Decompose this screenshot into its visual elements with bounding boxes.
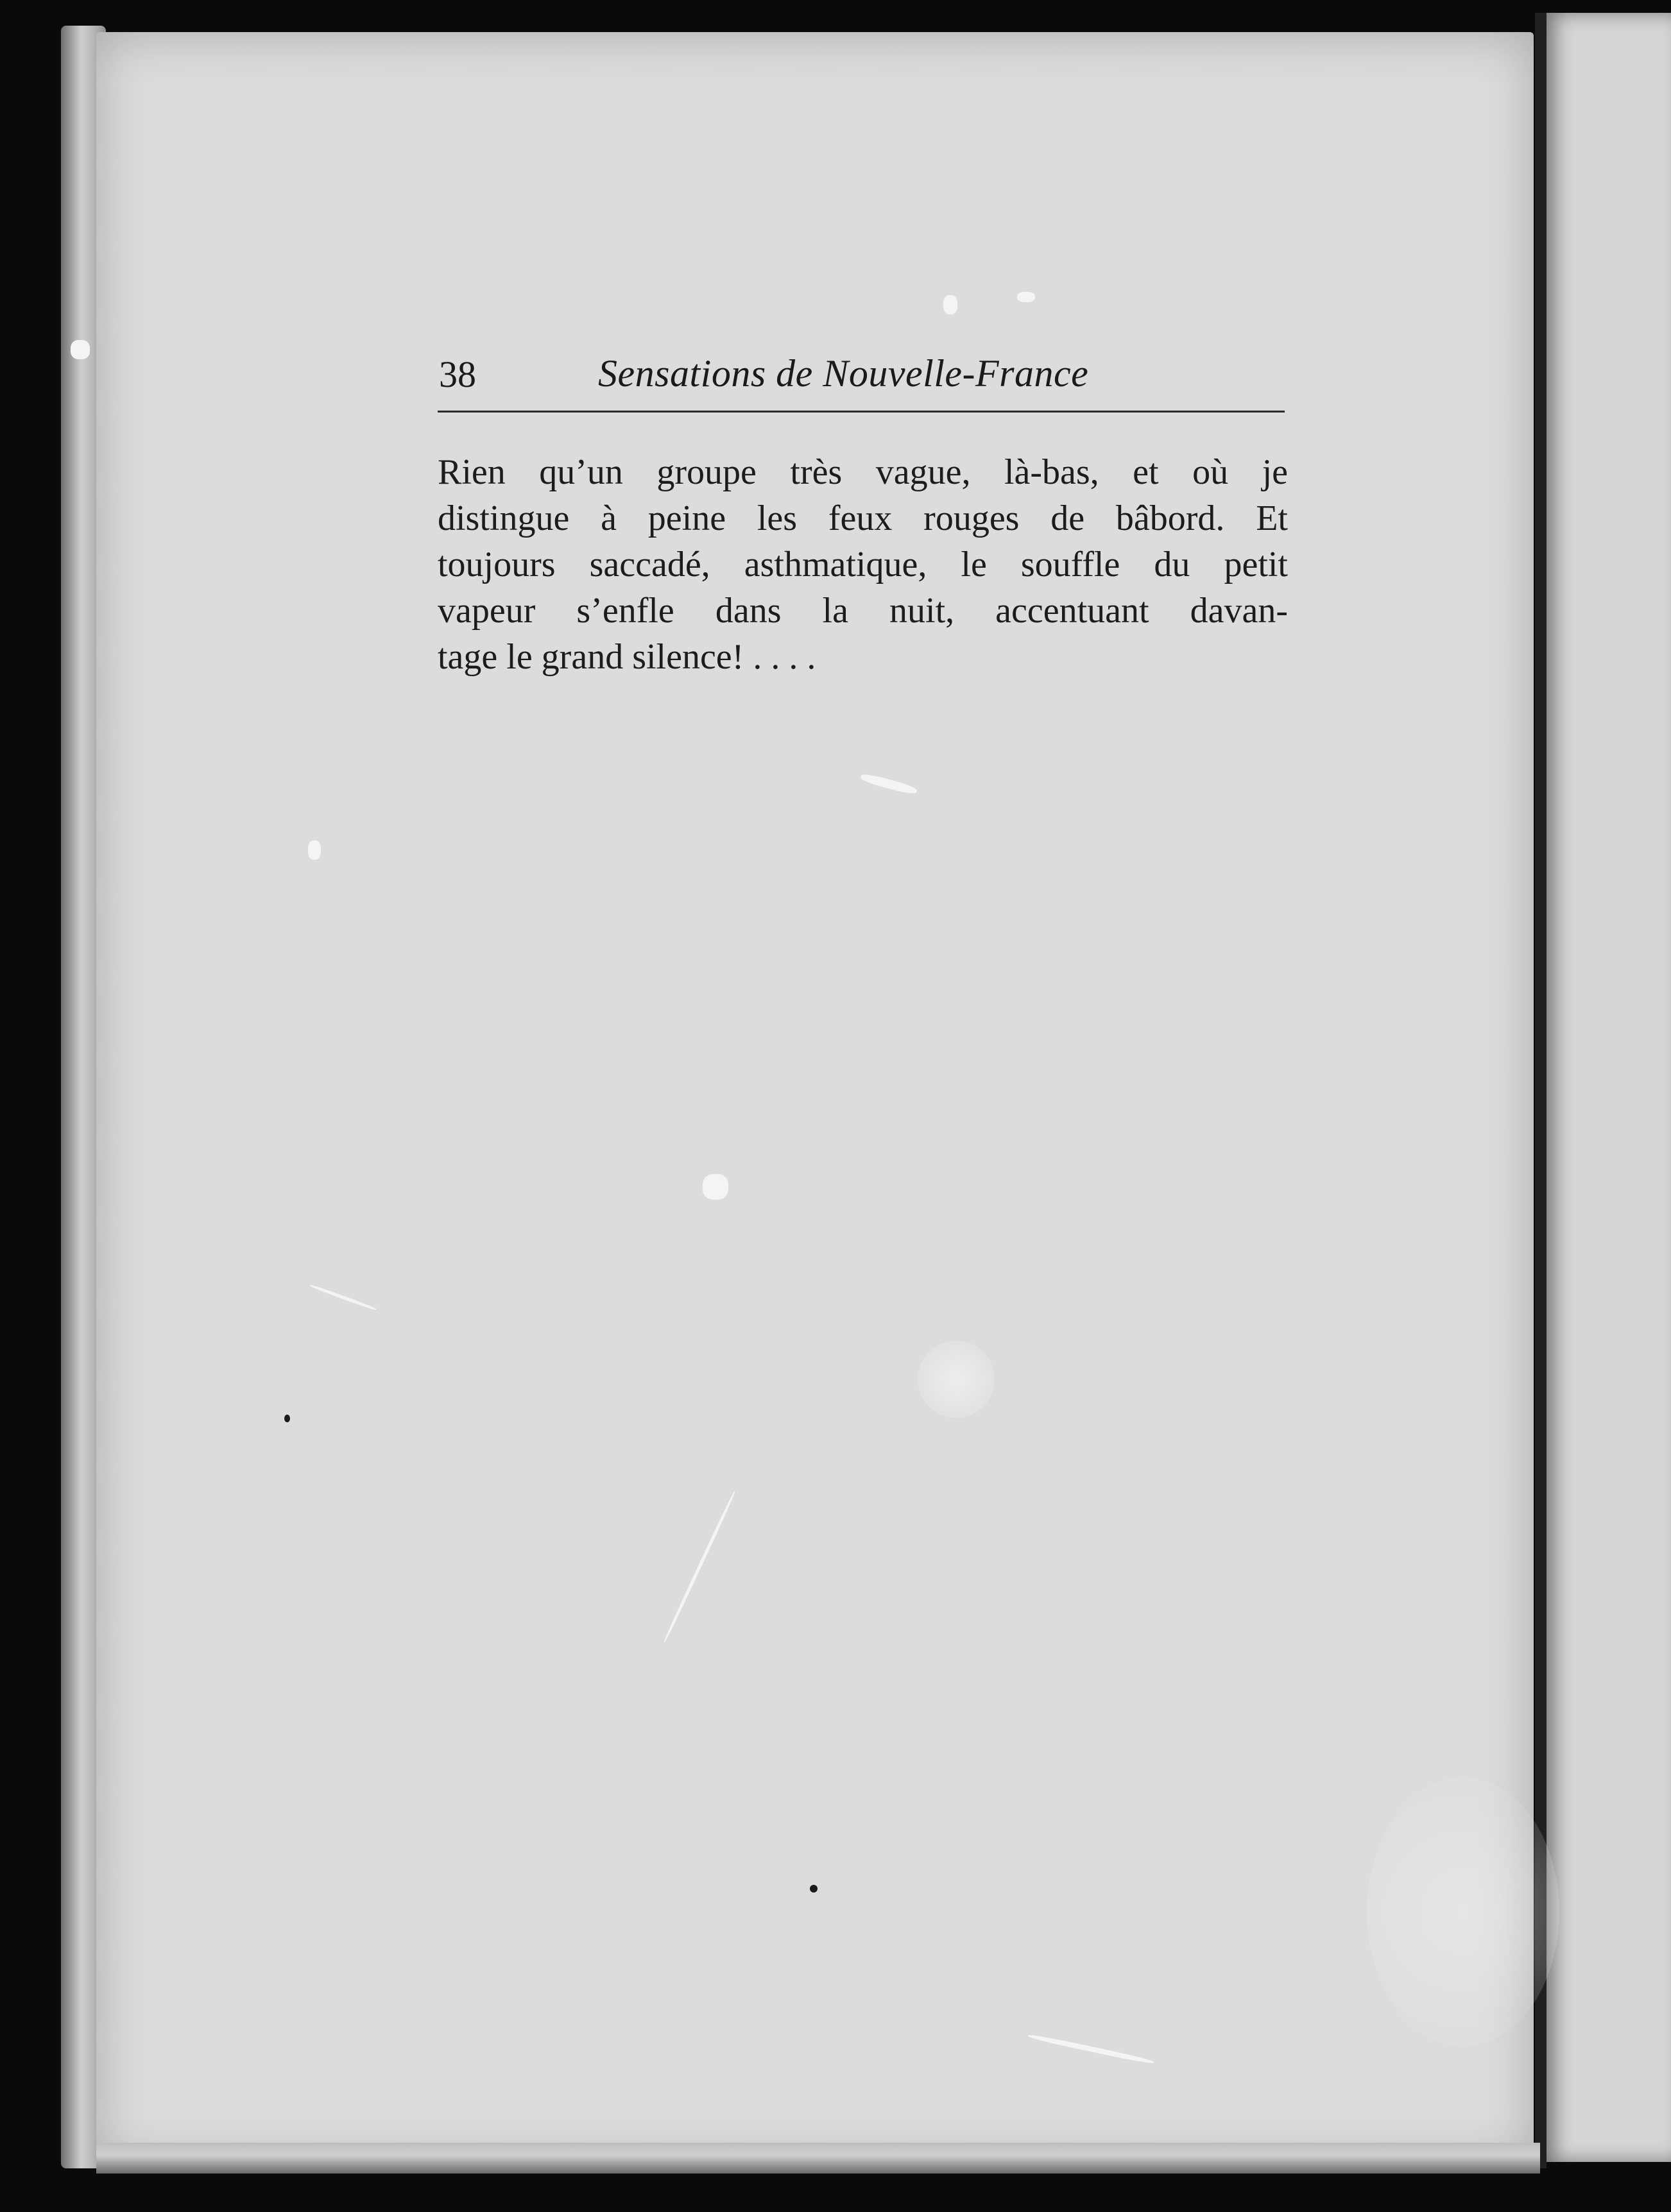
- running-title: Sensations de Nouvelle-France: [598, 352, 1089, 395]
- text-line: Rien qu’un groupe très vague, là-bas, et où je: [438, 452, 1288, 492]
- page-header: [438, 346, 1285, 413]
- dust-speck: [943, 295, 957, 314]
- facing-page-edge: [1547, 13, 1671, 2162]
- page-bottom-edge: [96, 2143, 1540, 2174]
- dust-speck: [1017, 292, 1035, 302]
- ink-dot: [810, 1885, 818, 1893]
- text-line: tage le grand silence! . . . .: [438, 637, 816, 677]
- text-line: toujours saccadé, asthmatique, le souffle du petit: [438, 545, 1288, 584]
- paper-stain: [918, 1341, 995, 1418]
- dust-speck: [308, 840, 321, 860]
- dust-speck: [703, 1174, 728, 1200]
- ink-dot: [284, 1415, 290, 1422]
- text-line: vapeur s’enfle dans la nuit, accentuant davan-: [438, 591, 1288, 631]
- body-paragraph: [438, 449, 1288, 680]
- dust-speck: [71, 340, 90, 359]
- page-number: 38: [439, 353, 476, 395]
- paper-stain: [1367, 1777, 1559, 2046]
- text-line: distingue à peine les feux rouges de bâbord. Et: [438, 498, 1288, 538]
